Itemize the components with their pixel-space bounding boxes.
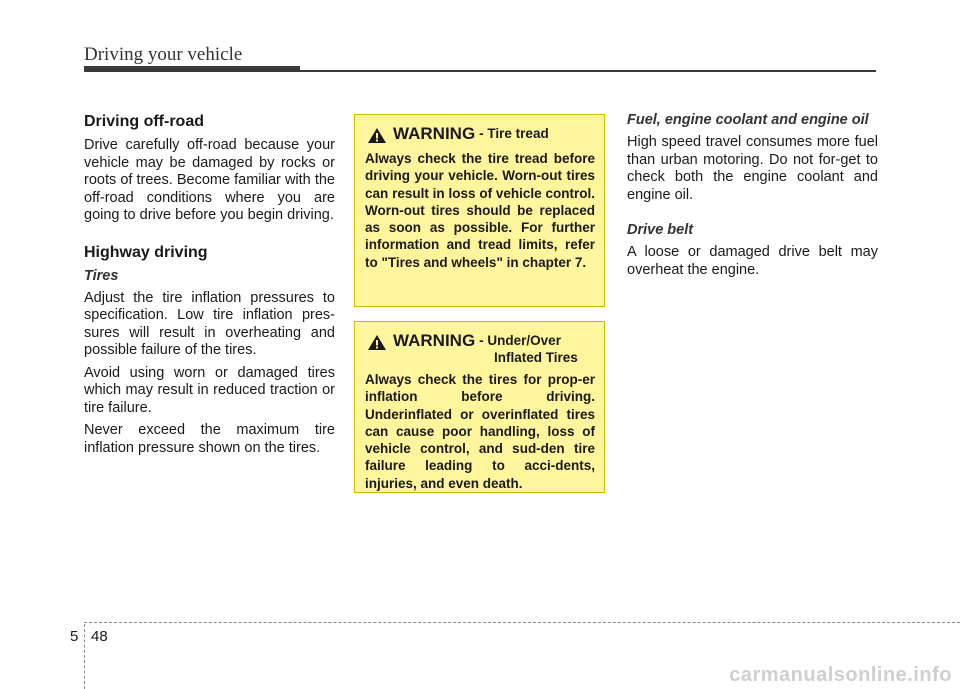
left-column — [84, 112, 335, 462]
tires-paragraph-3: Never exceed the maximum tire inflation pressure shown on the tires. — [84, 422, 335, 456]
warning-header — [365, 125, 595, 144]
offroad-text: Drive carefully off-road because your vehicle may be damaged by rocks or roots of trees. Become familiar with the off-road conditions where you are going to drive before you begin driving. — [84, 137, 335, 223]
tires-subheading: Tires — [84, 267, 119, 284]
footer-rule — [84, 622, 960, 623]
right-column — [627, 112, 878, 284]
tires-paragraph-1: Adjust the tire inflation pressures to specification. Low tire inflation pres-sures will result in overheating and possible failure of the tires. — [84, 289, 335, 358]
warning-subtitle: - Tire tread — [479, 126, 549, 141]
header-rule-thick — [84, 66, 300, 72]
header-rule-thin — [300, 70, 876, 72]
warning-subtitle-line1: - Under/Over — [479, 333, 561, 348]
warning-text: Always check the tire tread before driving your vehicle. Worn-out tires can result in loss of vehicle control. Worn-out tires should be replaced as soon as possible. For further information and tread limits, refer to "Tires and wheels" in chapter 7. — [365, 151, 595, 270]
highway-heading: Highway driving — [84, 243, 208, 261]
warning-word: WARNING — [393, 124, 476, 143]
offroad-heading: Driving off-road — [84, 113, 204, 130]
warning-box-tire-tread — [354, 114, 605, 307]
belt-heading: Drive belt — [627, 222, 694, 238]
tires-paragraph-2: Avoid using worn or damaged tires which may result in reduced traction or tire failure. — [84, 364, 335, 416]
watermark: carmanualsonline.info — [729, 664, 952, 686]
warning-subtitle-line2: Inflated Tires — [494, 350, 578, 365]
belt-text: A loose or damaged drive belt may overheat the engine. — [627, 244, 878, 278]
warning-word: WARNING — [393, 331, 476, 350]
page-section-title: Driving your vehicle — [84, 44, 243, 65]
chapter-number: 5 — [70, 628, 79, 645]
fuel-heading: Fuel, engine coolant and engine oil — [627, 112, 869, 128]
warning-header — [365, 332, 595, 351]
fuel-text: High speed travel consumes more fuel than urban motoring. Do not for-get to check both the engine coolant and engine oil. — [627, 134, 878, 203]
footer-divider — [84, 624, 85, 689]
page-number: 48 — [91, 628, 108, 645]
warning-box-inflation — [354, 321, 605, 493]
warning-text: Always check the tires for prop-er inflation before driving. Underinflated or overinflated tires can cause poor handling, loss of vehicle control, and sud-den tire failure leading to acci-dents, injuries, and even death. — [365, 372, 595, 491]
warning-triangle-icon — [367, 334, 387, 351]
warning-triangle-icon — [367, 127, 387, 144]
